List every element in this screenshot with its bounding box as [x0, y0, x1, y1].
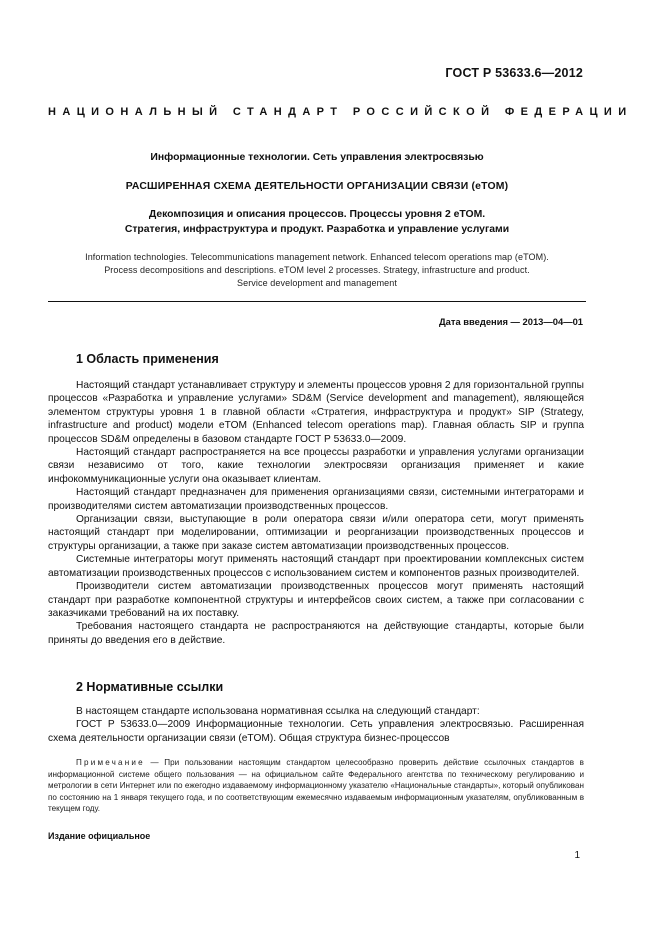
- english-title: [48, 251, 586, 290]
- title-subtitle-line-2: Стратегия, инфраструктура и продукт. Разработка и управление услугами: [124, 224, 510, 235]
- section-2-heading: 2 Нормативные ссылки: [76, 680, 224, 694]
- horizontal-divider: [48, 301, 586, 302]
- note-block: [48, 757, 584, 815]
- section-1-paragraph: Настоящий стандарт предназначен для применения организациями связи, системными интеграторами и производителями систем автоматизации производственных процессов.: [48, 487, 584, 512]
- note-text: — При пользовании настоящим стандартом целесообразно проверить действие ссылочных стандартов в информационной системе общего пользования — на официальном сайте Федерального агентства по техническому регулированию и метрологии в сети Интернет или по ежегодно издаваемому информационному указателю «Национальные стандарты», который опубликован по состоянию на 1 января текущего года, и по соответствующим ежемесячно издаваемым информационным указателям, опубликованным в текущем году.: [48, 758, 584, 814]
- section-1-paragraph: Настоящий стандарт распространяется на все процессы разработки и управления услугами организации связи независимо от того, какие технологии электросвязи организация применяет и какие инфокоммуникационные услуги она оказывает клиентам.: [48, 447, 584, 485]
- english-title-line-3: Service development and management: [237, 278, 397, 288]
- note-paragraph: [48, 757, 584, 815]
- section-1-paragraph: Системные интеграторы могут применять настоящий стандарт при проектировании комплексных систем автоматизации производственных процессов с использованием систем и компонентов разных производителей.: [48, 554, 584, 579]
- title-main: РАСШИРЕННАЯ СХЕМА ДЕЯТЕЛЬНОСТИ ОРГАНИЗАЦИИ СВЯЗИ (eTOM): [125, 181, 509, 192]
- section-1-paragraph: Настоящий стандарт устанавливает структуру и элементы процессов уровня 2 для горизонтальной группы процессов «Разработка и управление услугами» SD&M (Service development and management), являющейся элементом структуры уровня 1 в главной области «Стратегия, инфраструктура и продукт» SIP (Strategy, infrastructure and product) модели eTOM (Enhanced telecom operations map). Главная область SIP и группа процессов SD&M определены в базовом стандарте ГОСТ Р 53633.0—2009.: [48, 380, 584, 445]
- national-standard-banner: НАЦИОНАЛЬНЫЙ СТАНДАРТ РОССИЙСКОЙ ФЕДЕРАЦИИ: [48, 106, 633, 118]
- title-line-1: Информационные технологии. Сеть управления электросвязью: [150, 152, 484, 163]
- section-2-body: [48, 705, 584, 745]
- title-subtitle: [48, 207, 586, 237]
- introduction-date: Дата введения — 2013—04—01: [438, 316, 583, 327]
- english-title-line-2: Process decompositions and descriptions. eTOM level 2 processes. Strategy, infrastructure and product.: [104, 265, 530, 275]
- document-number: ГОСТ Р 53633.6—2012: [445, 66, 583, 80]
- official-edition-label: Издание официальное: [48, 831, 151, 841]
- section-2-paragraph: В настоящем стандарте использована нормативная ссылка на следующий стандарт:: [76, 706, 480, 717]
- section-1-paragraph: Производители систем автоматизации производственных процессов могут применять настоящий стандарт при разработке компонентной структуры и интерфейсов своих систем, а также при согласовании с заказчиками требований на их поставку.: [48, 581, 584, 619]
- section-1-paragraph: Организации связи, выступающие в роли оператора связи и/или оператора сети, могут применять настоящий стандарт при моделировании, оптимизации и реорганизации производственных процессов и структуры организации, а также при заказе систем автоматизации производственных процессов.: [48, 514, 584, 552]
- page-number: 1: [574, 850, 580, 861]
- english-title-line-1: Information technologies. Telecommunications management network. Enhanced telecom operations map (eTOM).: [85, 252, 549, 262]
- section-1-paragraph: Требования настоящего стандарта не распространяются на действующие стандарты, которые были приняты до введения его в действие.: [48, 621, 584, 646]
- title-subtitle-line-1: Декомпозиция и описания процессов. Процессы уровня 2 eTOM.: [148, 209, 486, 220]
- note-label: Примечание: [76, 758, 145, 767]
- normative-reference: ГОСТ Р 53633.0—2009 Информационные технологии. Сеть управления электросвязью. Расширенная схема деятельности организации связи (eTOM). Общая структура бизнес-процессов: [48, 719, 584, 744]
- section-1-heading: 1 Область применения: [76, 352, 219, 366]
- section-1-body: [48, 379, 584, 647]
